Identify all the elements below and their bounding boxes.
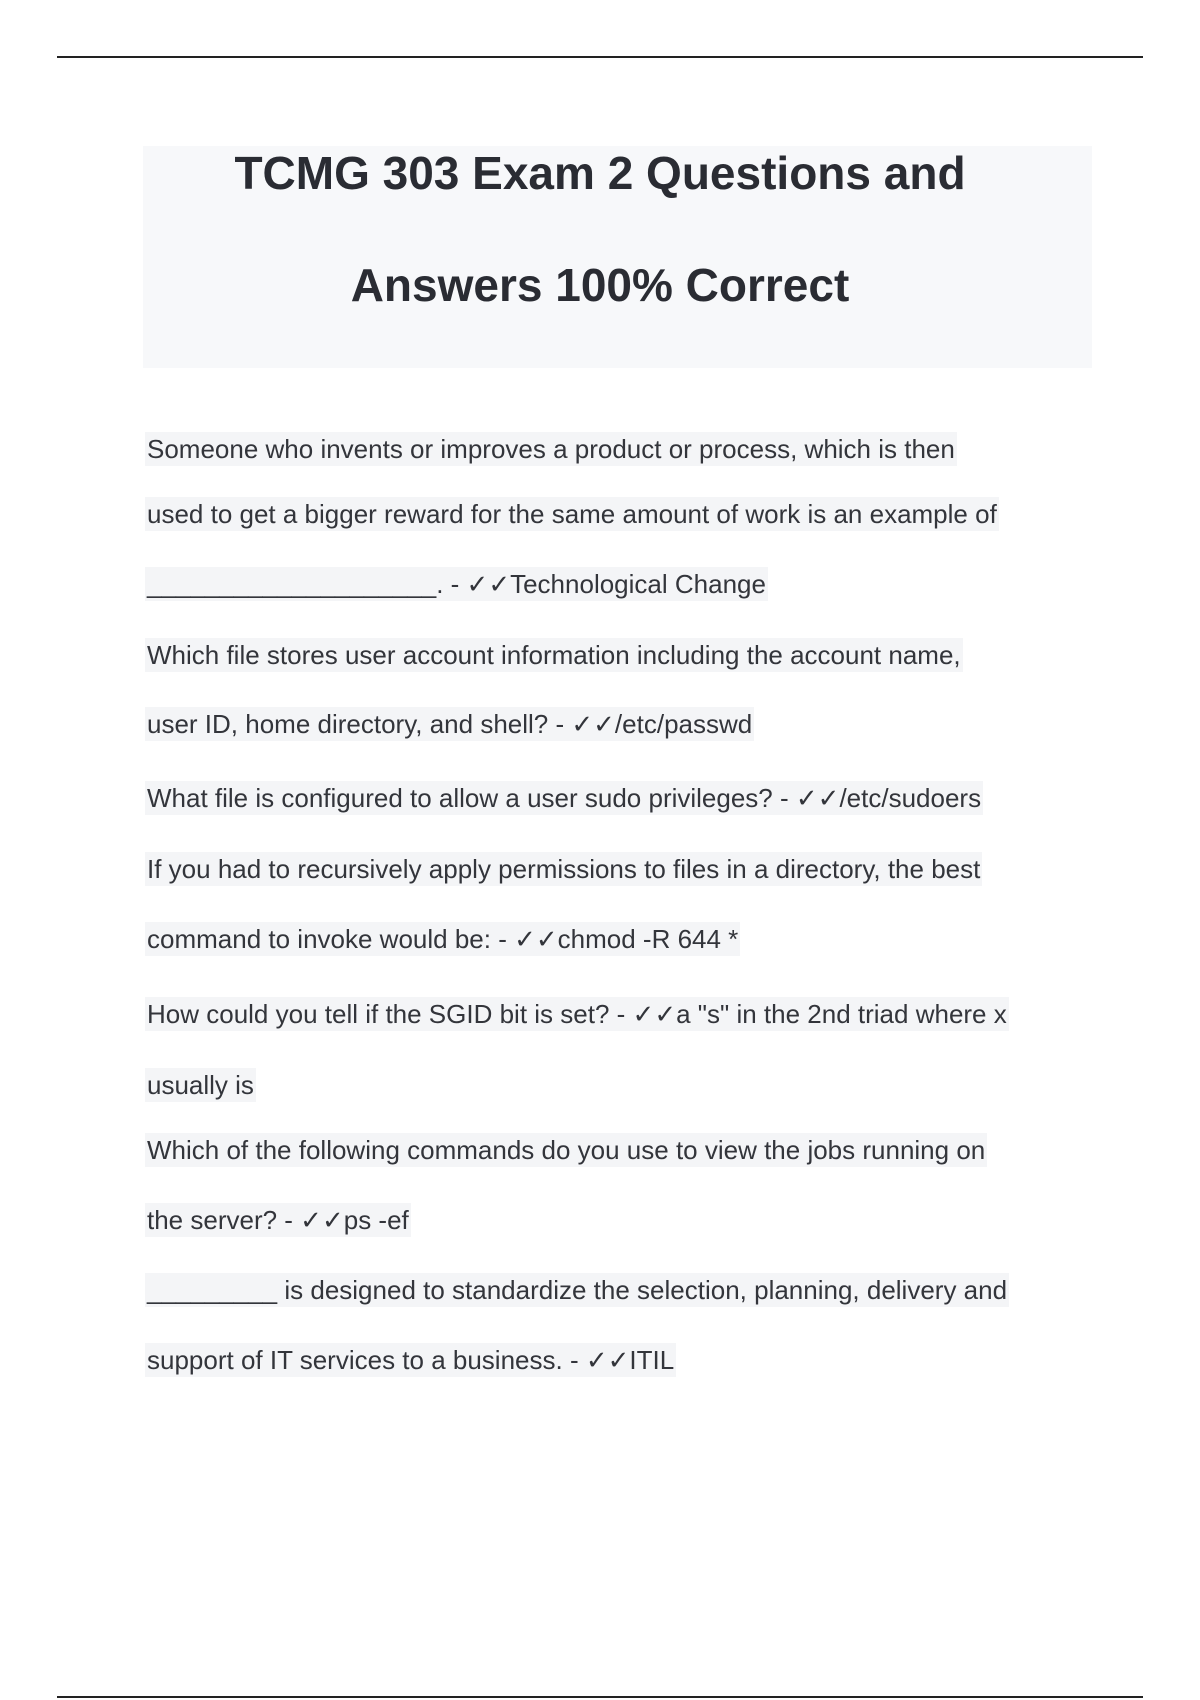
qa-line-10: usually is xyxy=(147,1070,254,1100)
document-title-line-1: TCMG 303 Exam 2 Questions and xyxy=(234,147,966,199)
document-title-line-2: Answers 100% Correct xyxy=(350,259,850,311)
qa-line-6: What file is configured to allow a user sudo privileges? - ✓✓/etc/sudoers xyxy=(147,783,982,813)
bottom-rule xyxy=(57,1696,1143,1698)
qa-line-14: support of IT services to a business. - ✓✓ITIL xyxy=(147,1345,675,1375)
qa-line-13: _________ is designed to standardize the selection, planning, delivery and xyxy=(147,1275,1008,1305)
qa-line-11: Which of the following commands do you use to view the jobs running on xyxy=(147,1135,986,1165)
qa-line-4: Which file stores user account information including the account name, xyxy=(147,640,961,670)
qa-line-5: user ID, home directory, and shell? - ✓✓/etc/passwd xyxy=(147,709,753,739)
qa-line-7: If you had to recursively apply permissions to files in a directory, the best xyxy=(147,854,981,884)
qa-line-1: Someone who invents or improves a product or process, which is then xyxy=(147,434,955,464)
qa-line-8: command to invoke would be: - ✓✓chmod -R 644 * xyxy=(147,924,739,954)
qa-line-9: How could you tell if the SGID bit is set? - ✓✓a "s" in the 2nd triad where x xyxy=(147,999,1007,1029)
qa-line-12: the server? - ✓✓ps -ef xyxy=(147,1205,409,1235)
top-rule xyxy=(57,56,1143,58)
qa-line-2: used to get a bigger reward for the same amount of work is an example of xyxy=(147,499,997,529)
qa-line-3: ____________________. - ✓✓Technological Change xyxy=(147,569,766,599)
